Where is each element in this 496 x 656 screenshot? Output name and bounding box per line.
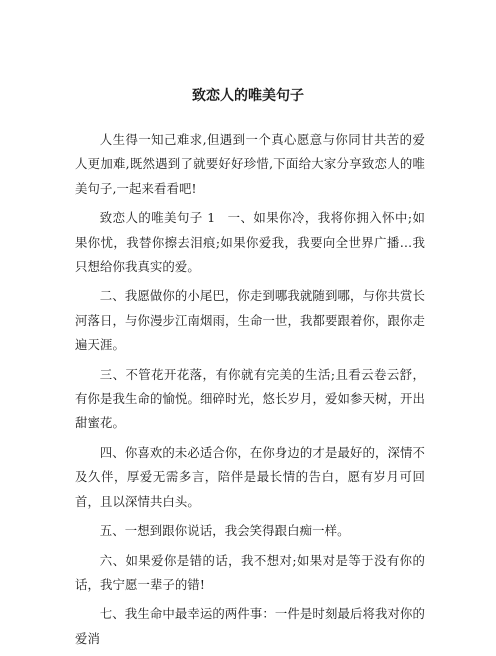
list-item-1-text: 一、如果你冷，我将你拥入怀中;如果你忧，我替你擦去泪痕;如果你爱我，我要向全世界广播…我只想给你我真实的爱。 bbox=[75, 210, 425, 275]
list-item-6: 六、如果爱你是错的话，我不想对;如果对是等于没有你的话，我宁愿一辈子的错! bbox=[75, 552, 425, 592]
list-item-5: 五、一想到跟你说话，我会笑得跟白痴一样。 bbox=[99, 523, 350, 539]
list-item-4: 四、你喜欢的未必适合你，在你身边的才是最好的，深情不及久伴，厚爱无需多言，陪伴是最长情的告白，愿有岁月可回首，且以深情共白头。 bbox=[75, 444, 425, 509]
list-item-3: 三、不管花开花落，有你就有完美的生活;且看云卷云舒，有你是我生命的愉悦。细碎时光，悠长岁月，爱如参天树，开出甜蜜花。 bbox=[75, 366, 425, 431]
document-body bbox=[75, 128, 425, 656]
list-item-7: 七、我生命中最幸运的两件事：一件是时刻最后将我对你的爱消 bbox=[75, 606, 425, 646]
section-label: 致恋人的唯美句子 1 bbox=[99, 210, 216, 226]
list-item-2: 二、我愿做你的小尾巴，你走到哪我就随到哪，与你共赏长河落日，与你漫步江南烟雨，生命一世，我都要跟着你，跟你走遍天涯。 bbox=[75, 288, 425, 353]
document-title: 致恋人的唯美句子 bbox=[192, 88, 304, 104]
intro-paragraph: 人生得一知己难求,但遇到一个真心愿意与你同甘共苦的爱人更加难,既然遇到了就要好好珍惜,下面给大家分享致恋人的唯美句子,一起来看看吧! bbox=[75, 132, 425, 196]
list-item-1 bbox=[75, 206, 425, 279]
